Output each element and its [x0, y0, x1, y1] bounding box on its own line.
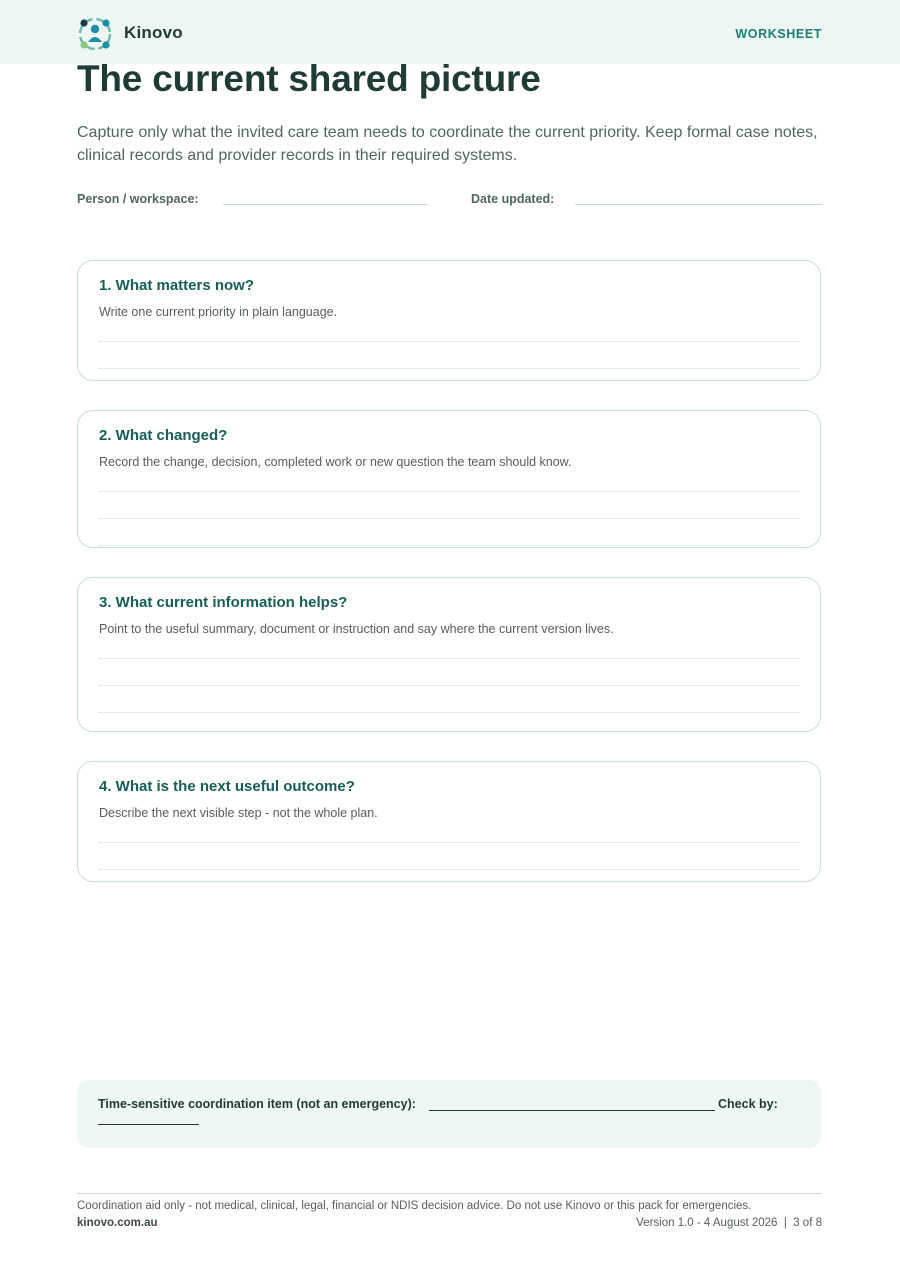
page-header	[0, 0, 900, 64]
writing-line[interactable]	[99, 712, 799, 713]
writing-line[interactable]	[99, 368, 799, 369]
section-heading: 4. What is the next useful outcome?	[99, 778, 355, 795]
check-by-label: Check by:	[718, 1097, 778, 1111]
section-card-next-useful-outcome	[77, 761, 821, 882]
section-card-what-matters-now	[77, 260, 821, 381]
section-heading: 1. What matters now?	[99, 277, 255, 294]
person-workspace-label: Person / workspace:	[77, 192, 199, 206]
writing-line[interactable]	[99, 545, 799, 546]
footer-site: kinovo.com.au	[77, 1217, 158, 1229]
section-heading: 3. What current information helps?	[99, 594, 348, 611]
section-prompt: Write one current priority in plain language.	[99, 305, 338, 319]
time-sensitive-field[interactable]	[429, 1110, 715, 1111]
time-sensitive-label: Time-sensitive coordination item (not an emergency):	[98, 1097, 416, 1111]
writing-line[interactable]	[99, 869, 799, 870]
page-intro: Capture only what the invited care team needs to coordinate the current priority. Keep formal case notes, clinical records and provider records in their required systems.	[77, 124, 818, 164]
check-by-field[interactable]	[98, 1124, 199, 1125]
writing-line[interactable]	[99, 341, 799, 342]
page-title: The current shared picture	[77, 58, 541, 99]
footer-divider	[77, 1193, 822, 1194]
section-prompt: Point to the useful summary, document or instruction and say where the current version lives.	[99, 622, 614, 636]
date-updated-field[interactable]	[575, 204, 822, 205]
people-circle-logo-icon	[77, 16, 113, 52]
section-prompt: Record the change, decision, completed work or new question the team should know.	[99, 455, 572, 469]
footer-disclaimer: Coordination aid only - not medical, clinical, legal, financial or NDIS decision advice. Do not use Kinovo or this pack for emergencies.	[77, 1200, 752, 1212]
worksheet-tag: WORKSHEET	[735, 27, 822, 41]
section-prompt: Describe the next visible step - not the whole plan.	[99, 806, 378, 820]
writing-line[interactable]	[99, 658, 799, 659]
brand-name: Kinovo	[124, 23, 183, 42]
time-sensitive-notice	[77, 1080, 821, 1148]
person-workspace-field[interactable]	[223, 204, 428, 205]
date-updated-label: Date updated:	[471, 192, 555, 206]
writing-line[interactable]	[99, 518, 799, 519]
writing-line[interactable]	[99, 842, 799, 843]
writing-line[interactable]	[99, 685, 799, 686]
footer-version: Version 1.0 - 4 August 2026 | 3 of 8	[636, 1217, 822, 1229]
section-card-current-information	[77, 577, 821, 732]
section-card-what-changed	[77, 410, 821, 548]
writing-line[interactable]	[99, 491, 799, 492]
section-heading: 2. What changed?	[99, 427, 228, 444]
